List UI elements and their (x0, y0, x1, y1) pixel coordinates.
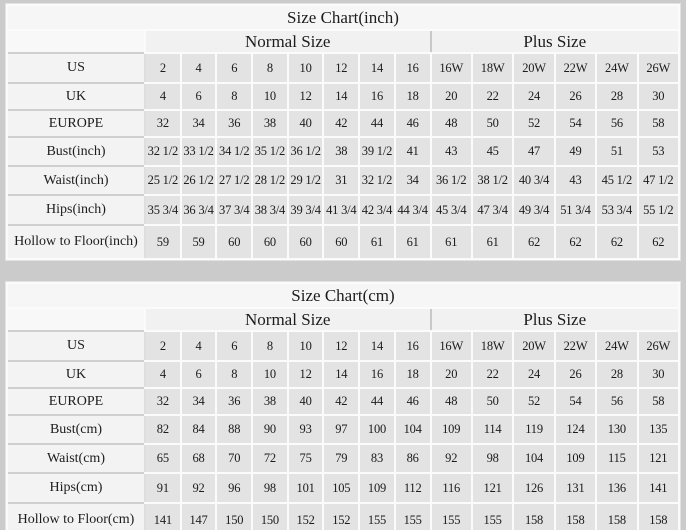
table-cell: 59 (182, 226, 216, 258)
table-cell: 31 (324, 167, 358, 194)
table-cell: 8 (217, 84, 251, 109)
table-cell: 141 (639, 474, 678, 502)
table-cell: 150 (253, 504, 287, 530)
table-cell: 109 (432, 416, 471, 443)
table-cell: 18 (396, 362, 430, 387)
table-cell: 104 (514, 445, 553, 472)
header-spacer (8, 31, 144, 52)
column-group-plus-size: Plus Size (432, 309, 678, 330)
table-cell: 22 (473, 362, 512, 387)
table-cell: 124 (556, 416, 595, 443)
table-cell: 6 (182, 362, 216, 387)
table-cell: 147 (182, 504, 216, 530)
table-cell: 26W (639, 54, 678, 82)
table-cell: 48 (432, 111, 471, 136)
row-label: Bust(cm) (8, 416, 144, 443)
table-cell: 22W (556, 54, 595, 82)
table-cell: 68 (182, 445, 216, 472)
table-cell: 50 (473, 111, 512, 136)
table-cell: 2 (146, 54, 180, 82)
table-cell: 121 (473, 474, 512, 502)
table-title-inch: Size Chart(inch) (8, 6, 678, 29)
table-cell: 6 (182, 84, 216, 109)
table-cell: 90 (253, 416, 287, 443)
table-cell: 44 (360, 111, 394, 136)
table-cell: 58 (639, 389, 678, 414)
table-cell: 60 (289, 226, 323, 258)
table-cell: 61 (360, 226, 394, 258)
table-cell: 14 (324, 362, 358, 387)
table-cell: 40 (289, 389, 323, 414)
table-cell: 36 1/2 (432, 167, 471, 194)
table-cell: 10 (289, 54, 323, 82)
table-cell: 62 (597, 226, 636, 258)
table-cell: 16W (432, 332, 471, 360)
table-cell: 6 (217, 332, 251, 360)
table-cell: 62 (514, 226, 553, 258)
row-label: UK (8, 362, 144, 387)
header-spacer (8, 309, 144, 330)
table-cell: 54 (556, 389, 595, 414)
table-cell: 105 (324, 474, 358, 502)
table-cell: 46 (396, 111, 430, 136)
table-cell: 152 (324, 504, 358, 530)
table-cell: 155 (473, 504, 512, 530)
table-cell: 26W (639, 332, 678, 360)
table-cell: 82 (146, 416, 180, 443)
table-cell: 93 (289, 416, 323, 443)
table-cell: 51 (597, 138, 636, 165)
table-cell: 6 (217, 54, 251, 82)
table-cell: 44 3/4 (396, 196, 430, 224)
table-cell: 32 1/2 (360, 167, 394, 194)
table-cell: 136 (597, 474, 636, 502)
table-cell: 40 3/4 (514, 167, 553, 194)
table-cell: 36 (217, 111, 251, 136)
table-cell: 16 (360, 362, 394, 387)
table-cell: 36 1/2 (289, 138, 323, 165)
size-chart-table-inch (5, 3, 681, 261)
table-cell: 24 (514, 362, 553, 387)
table-cell: 18W (473, 54, 512, 82)
table-title-cm: Size Chart(cm) (8, 284, 678, 307)
table-cell: 20W (514, 332, 553, 360)
table-cell: 49 3/4 (514, 196, 553, 224)
table-cell: 18 (396, 84, 430, 109)
table-cell: 42 3/4 (360, 196, 394, 224)
column-group-normal-size: Normal Size (146, 309, 430, 330)
table-cell: 28 1/2 (253, 167, 287, 194)
table-cell: 16 (360, 84, 394, 109)
table-cell: 60 (253, 226, 287, 258)
table-cell: 61 (396, 226, 430, 258)
table-cell: 158 (514, 504, 553, 530)
table-cell: 38 (253, 389, 287, 414)
table-cell: 29 1/2 (289, 167, 323, 194)
table-cell: 141 (146, 504, 180, 530)
table-cell: 104 (396, 416, 430, 443)
table-cell: 84 (182, 416, 216, 443)
table-cell: 10 (253, 362, 287, 387)
table-cell: 8 (253, 332, 287, 360)
row-label: US (8, 54, 144, 82)
table-cell: 36 (217, 389, 251, 414)
table-cell: 26 (556, 362, 595, 387)
row-label: US (8, 332, 144, 360)
column-group-normal-size: Normal Size (146, 31, 430, 52)
table-cell: 83 (360, 445, 394, 472)
row-label: EUROPE (8, 111, 144, 136)
table-cell: 98 (473, 445, 512, 472)
table-cell: 130 (597, 416, 636, 443)
table-cell: 12 (289, 362, 323, 387)
table-cell: 20W (514, 54, 553, 82)
table-cell: 35 3/4 (146, 196, 180, 224)
table-cell: 18W (473, 332, 512, 360)
table-cell: 96 (217, 474, 251, 502)
table-cell: 38 1/2 (473, 167, 512, 194)
table-cell: 4 (146, 362, 180, 387)
table-cell: 92 (432, 445, 471, 472)
table-cell: 65 (146, 445, 180, 472)
row-label: UK (8, 84, 144, 109)
table-cell: 91 (146, 474, 180, 502)
table-cell: 42 (324, 389, 358, 414)
table-cell: 97 (324, 416, 358, 443)
table-cell: 16 (396, 54, 430, 82)
table-cell: 39 3/4 (289, 196, 323, 224)
table-cell: 158 (597, 504, 636, 530)
table-cell: 37 3/4 (217, 196, 251, 224)
table-cell: 47 1/2 (639, 167, 678, 194)
table-cell: 52 (514, 111, 553, 136)
table-cell: 155 (432, 504, 471, 530)
table-cell: 33 1/2 (182, 138, 216, 165)
table-cell: 40 (289, 111, 323, 136)
table-cell: 26 (556, 84, 595, 109)
table-cell: 121 (639, 445, 678, 472)
table-cell: 52 (514, 389, 553, 414)
row-label: Bust(inch) (8, 138, 144, 165)
table-cell: 112 (396, 474, 430, 502)
table-cell: 126 (514, 474, 553, 502)
table-cell: 114 (473, 416, 512, 443)
table-cell: 56 (597, 389, 636, 414)
table-cell: 4 (182, 54, 216, 82)
table-cell: 45 1/2 (597, 167, 636, 194)
table-cell: 59 (146, 226, 180, 258)
table-cell: 155 (360, 504, 394, 530)
table-cell: 30 (639, 84, 678, 109)
table-cell: 14 (360, 332, 394, 360)
table-cell: 49 (556, 138, 595, 165)
table-cell: 109 (360, 474, 394, 502)
table-cell: 42 (324, 111, 358, 136)
table-cell: 27 1/2 (217, 167, 251, 194)
table-cell: 34 (396, 167, 430, 194)
table-cell: 38 (324, 138, 358, 165)
table-cell: 70 (217, 445, 251, 472)
table-cell: 47 (514, 138, 553, 165)
table-cell: 158 (639, 504, 678, 530)
table-cell: 32 (146, 111, 180, 136)
table-cell: 61 (432, 226, 471, 258)
table-cell: 36 3/4 (182, 196, 216, 224)
table-cell: 14 (324, 84, 358, 109)
table-cell: 47 3/4 (473, 196, 512, 224)
table-cell: 158 (556, 504, 595, 530)
table-cell: 10 (253, 84, 287, 109)
table-cell: 41 3/4 (324, 196, 358, 224)
row-label: EUROPE (8, 389, 144, 414)
table-cell: 24W (597, 54, 636, 82)
table-grid-cm (8, 309, 678, 530)
table-cell: 46 (396, 389, 430, 414)
table-cell: 22W (556, 332, 595, 360)
table-cell: 51 3/4 (556, 196, 595, 224)
table-cell: 20 (432, 84, 471, 109)
table-cell: 48 (432, 389, 471, 414)
table-cell: 54 (556, 111, 595, 136)
table-cell: 45 3/4 (432, 196, 471, 224)
table-cell: 98 (253, 474, 287, 502)
table-cell: 34 1/2 (217, 138, 251, 165)
table-grid-inch (8, 31, 678, 258)
table-cell: 60 (324, 226, 358, 258)
table-cell: 109 (556, 445, 595, 472)
column-group-plus-size: Plus Size (432, 31, 678, 52)
table-cell: 101 (289, 474, 323, 502)
table-cell: 152 (289, 504, 323, 530)
table-cell: 79 (324, 445, 358, 472)
table-cell: 41 (396, 138, 430, 165)
table-cell: 86 (396, 445, 430, 472)
table-cell: 28 (597, 84, 636, 109)
table-cell: 2 (146, 332, 180, 360)
table-cell: 16 (396, 332, 430, 360)
table-cell: 14 (360, 54, 394, 82)
table-cell: 4 (182, 332, 216, 360)
table-cell: 8 (217, 362, 251, 387)
table-cell: 34 (182, 111, 216, 136)
row-label: Hips(cm) (8, 474, 144, 502)
table-cell: 12 (324, 54, 358, 82)
table-cell: 115 (597, 445, 636, 472)
table-cell: 20 (432, 362, 471, 387)
table-cell: 34 (182, 389, 216, 414)
table-cell: 12 (324, 332, 358, 360)
table-cell: 150 (217, 504, 251, 530)
size-chart-table-cm (5, 281, 681, 530)
row-label: Hollow to Floor(inch) (8, 226, 144, 258)
table-cell: 88 (217, 416, 251, 443)
table-cell: 58 (639, 111, 678, 136)
table-cell: 53 3/4 (597, 196, 636, 224)
table-cell: 55 1/2 (639, 196, 678, 224)
table-cell: 60 (217, 226, 251, 258)
table-cell: 24 (514, 84, 553, 109)
table-cell: 22 (473, 84, 512, 109)
table-cell: 62 (556, 226, 595, 258)
table-cell: 35 1/2 (253, 138, 287, 165)
table-cell: 92 (182, 474, 216, 502)
table-cell: 25 1/2 (146, 167, 180, 194)
table-cell: 56 (597, 111, 636, 136)
table-cell: 32 1/2 (146, 138, 180, 165)
table-cell: 119 (514, 416, 553, 443)
table-cell: 8 (253, 54, 287, 82)
table-cell: 43 (556, 167, 595, 194)
table-cell: 26 1/2 (182, 167, 216, 194)
table-cell: 39 1/2 (360, 138, 394, 165)
table-cell: 100 (360, 416, 394, 443)
table-cell: 30 (639, 362, 678, 387)
table-cell: 135 (639, 416, 678, 443)
table-cell: 61 (473, 226, 512, 258)
table-cell: 50 (473, 389, 512, 414)
table-cell: 43 (432, 138, 471, 165)
table-cell: 75 (289, 445, 323, 472)
table-cell: 38 (253, 111, 287, 136)
row-label: Hollow to Floor(cm) (8, 504, 144, 530)
table-cell: 38 3/4 (253, 196, 287, 224)
table-cell: 24W (597, 332, 636, 360)
row-label: Waist(cm) (8, 445, 144, 472)
table-cell: 131 (556, 474, 595, 502)
row-label: Waist(inch) (8, 167, 144, 194)
row-label: Hips(inch) (8, 196, 144, 224)
table-cell: 16W (432, 54, 471, 82)
table-cell: 4 (146, 84, 180, 109)
table-cell: 72 (253, 445, 287, 472)
table-cell: 10 (289, 332, 323, 360)
table-cell: 62 (639, 226, 678, 258)
table-cell: 12 (289, 84, 323, 109)
table-cell: 32 (146, 389, 180, 414)
table-cell: 53 (639, 138, 678, 165)
table-cell: 44 (360, 389, 394, 414)
table-cell: 45 (473, 138, 512, 165)
table-cell: 155 (396, 504, 430, 530)
table-cell: 116 (432, 474, 471, 502)
table-cell: 28 (597, 362, 636, 387)
